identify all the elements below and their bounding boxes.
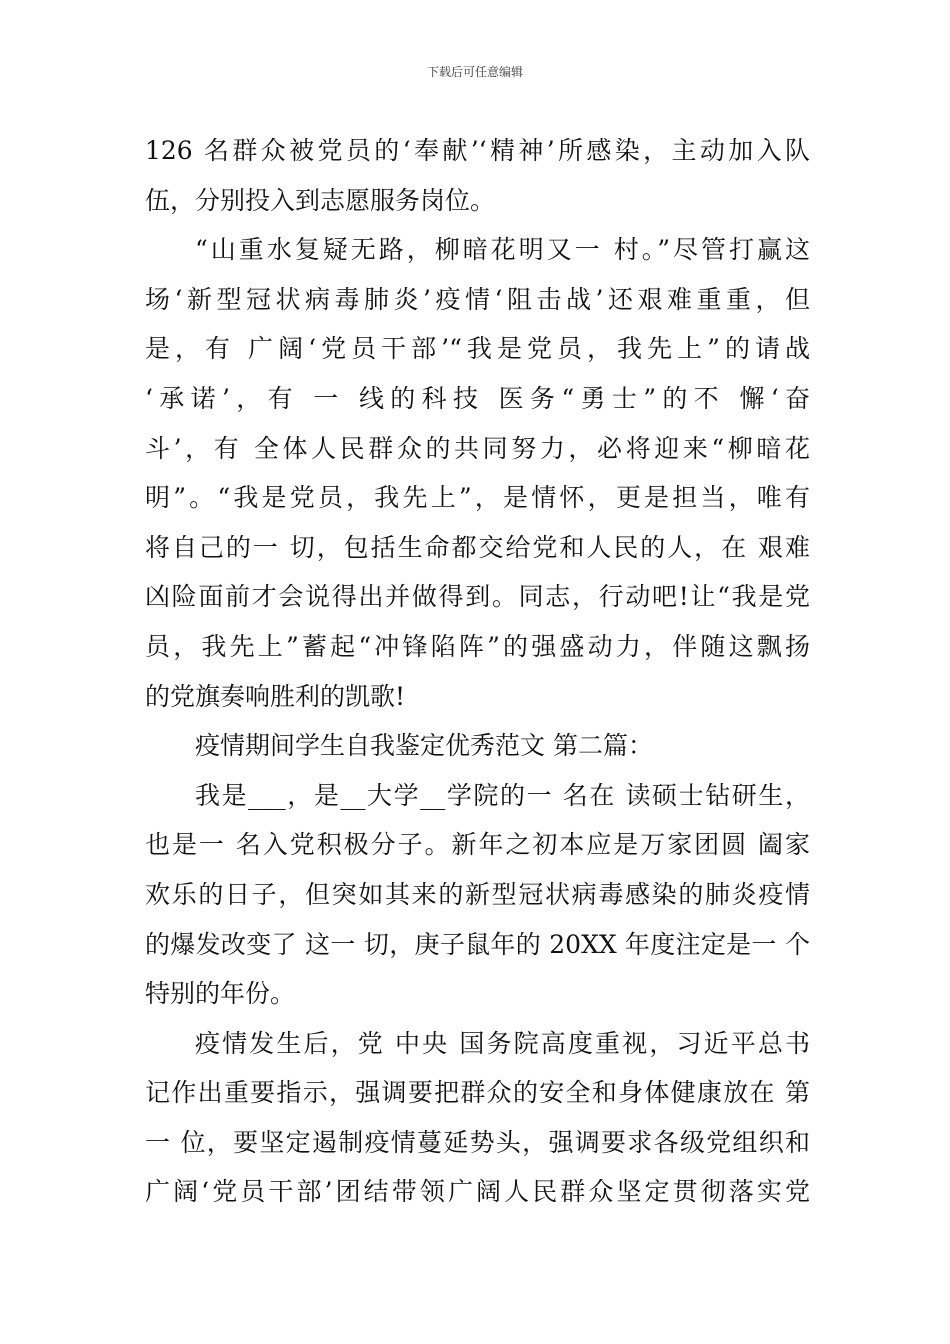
text-line: 凶险面前才会说得出并做得到。同志，行动吧!让“我是党: [145, 582, 810, 612]
text-line: 记作出重要指示，强调要把群众的安全和身体健康放在 第: [145, 1078, 810, 1108]
page-header: 下载后可任意编辑: [426, 65, 523, 79]
text-line: 员，我先上”蓄起“冲锋陷阵”的强盛动力，伴随这飘扬: [145, 631, 810, 661]
text-line: 疫情期间学生自我鉴定优秀范文 第二篇：: [195, 731, 653, 761]
text-line: 是，有 广阔‘党员干部’“我是党员，我先上”的请战: [145, 334, 810, 364]
text-line: 的爆发改变了 这一 切，庚子鼠年的 20XX 年度注定是一 个: [145, 929, 810, 959]
text-line: 特别的年份。: [145, 979, 296, 1009]
text-line: 126 名群众被党员的‘奉献’‘精神’所感染，主动加入队: [145, 136, 810, 165]
text-line: 场‘新型冠状病毒肺炎’疫情‘阻击战’还艰难重重，但: [145, 284, 810, 314]
text-line: 欢乐的日子，但突如其来的新型冠状病毒感染的肺炎疫情: [145, 879, 810, 909]
text-line: 也是一 名入党积极分子。新年之初本应是万家团圆 阖家: [145, 830, 810, 860]
text-line: 斗’，有 全体人民群众的共同努力，必将迎来“柳暗花: [145, 433, 810, 463]
text-line: 明”。“我是党员，我先上”，是情怀，更是担当，唯有: [145, 483, 810, 513]
text-line: 疫情发生后，党 中央 国务院高度重视，习近平总书: [195, 1028, 810, 1058]
text-line: 广阔‘党员干部’团结带领广阔人民群众坚定贯彻落实党: [145, 1177, 810, 1207]
text-line: 伍，分别投入到志愿服务岗位。: [145, 185, 496, 215]
text-line: 一 位，要坚定遏制疫情蔓延势头，强调要求各级党组织和: [145, 1127, 810, 1157]
text-line: 的党旗奏响胜利的凯歌!: [145, 681, 406, 711]
text-line: ‘承诺’，有 一 线的科技 医务“勇士”的不 懈‘奋: [145, 383, 810, 413]
body-text: [145, 126, 810, 1217]
text-line: “山重水复疑无路，柳暗花明又一 村。”尽管打赢这: [195, 235, 810, 265]
text-line: 我是___，是__大学__学院的一 名在 读硕士钻研生，: [195, 780, 810, 810]
text-line: 将自己的一 切，包括生命都交给党和人民的人，在 艰难: [145, 532, 810, 562]
